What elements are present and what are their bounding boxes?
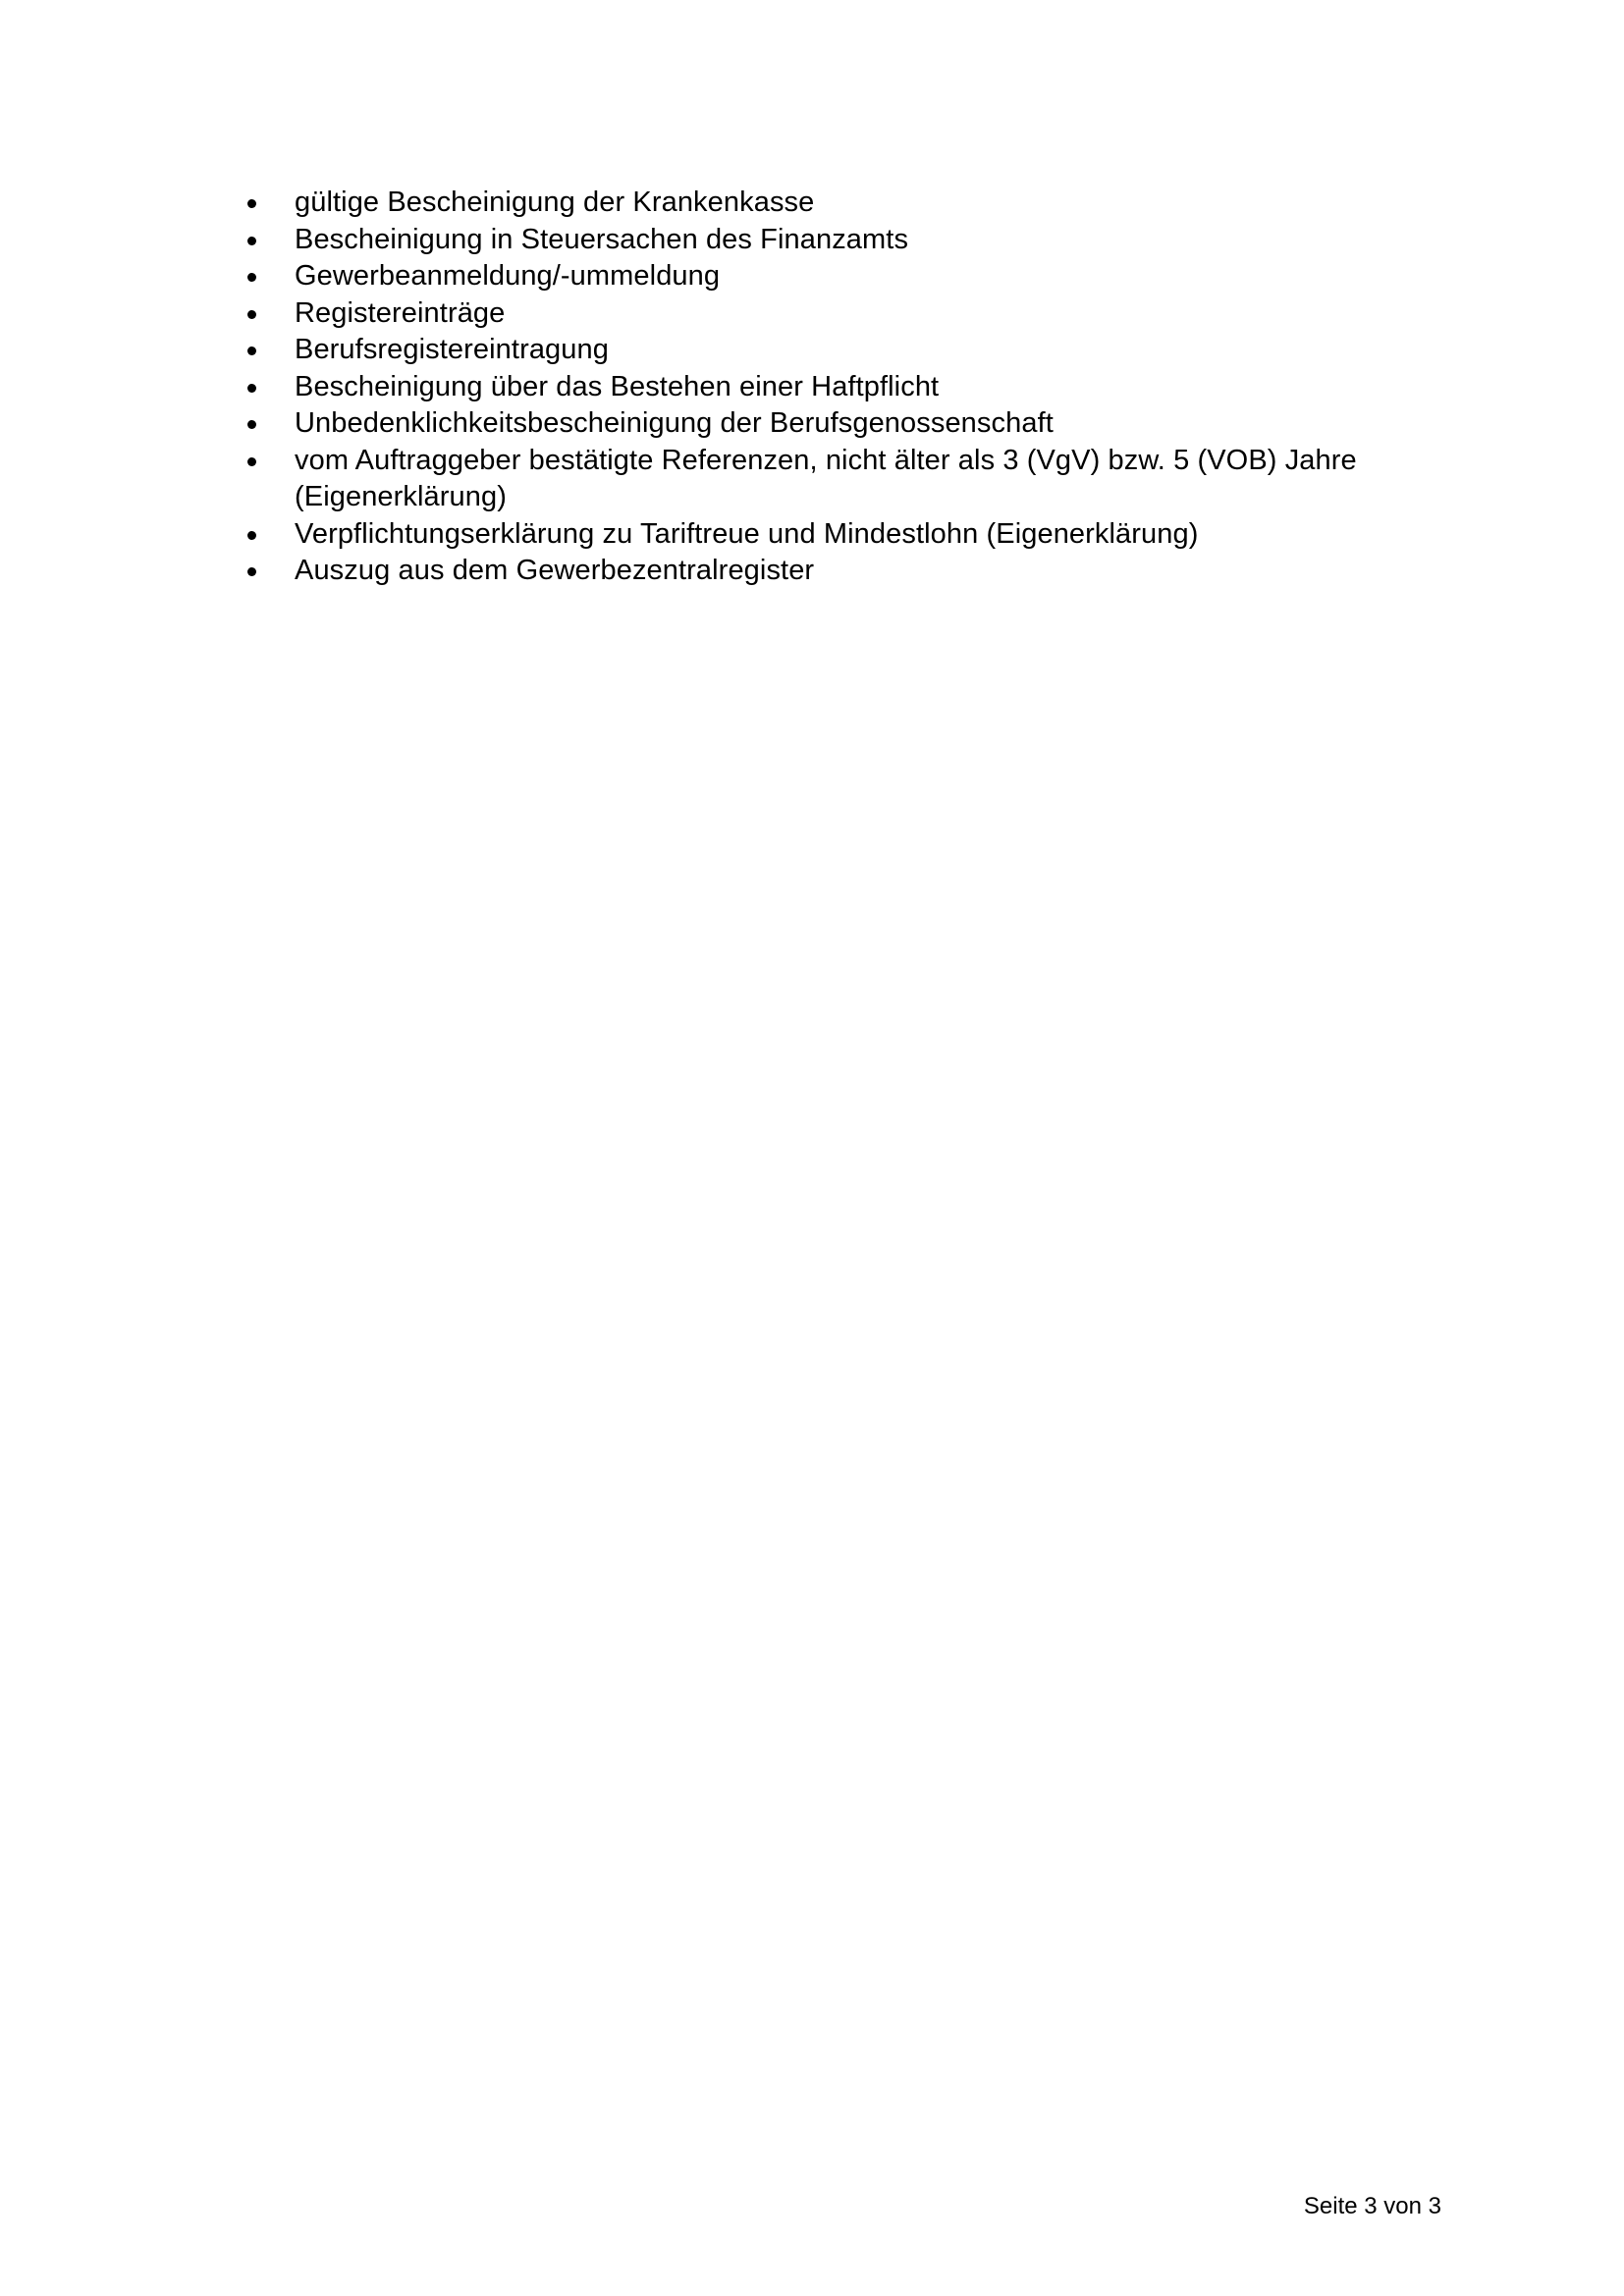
list-item-text: Auszug aus dem Gewerbezentralregister bbox=[295, 555, 815, 586]
list-item-text: vom Auftraggeber bestätigte Referenzen, nicht älter als 3 (VgV) bzw. 5 (VOB) Jahre (Eigenerklärung) bbox=[295, 444, 1357, 512]
bullet-icon bbox=[247, 457, 256, 466]
list-item bbox=[245, 405, 1453, 443]
bullet-icon bbox=[247, 347, 256, 355]
list-item bbox=[245, 369, 1453, 406]
list-item-text: Gewerbeanmeldung/-ummeldung bbox=[295, 260, 721, 292]
bullet-icon bbox=[247, 384, 256, 393]
requirements-list bbox=[245, 185, 1453, 590]
bullet-icon bbox=[247, 420, 256, 429]
bullet-icon bbox=[247, 310, 256, 319]
bullet-icon bbox=[247, 531, 256, 540]
list-item bbox=[245, 553, 1453, 590]
list-item bbox=[245, 332, 1453, 369]
list-item-text: Bescheinigung in Steuersachen des Finanzamts bbox=[295, 223, 909, 255]
bullet-icon bbox=[247, 273, 256, 282]
bullet-icon bbox=[247, 199, 256, 208]
bullet-icon bbox=[247, 237, 256, 245]
list-item-text: gültige Bescheinigung der Krankenkasse bbox=[295, 187, 815, 218]
list-item-text: Unbedenklichkeitsbescheinigung der Berufsgenossenschaft bbox=[295, 407, 1054, 439]
list-item-text: Registereinträge bbox=[295, 296, 506, 329]
list-item-text: Berufsregistereintragung bbox=[295, 334, 609, 365]
list-item-text: Verpflichtungserklärung zu Tariftreue und Mindestlohn (Eigenerklärung) bbox=[295, 517, 1199, 550]
list-item bbox=[245, 185, 1453, 222]
list-item bbox=[245, 222, 1453, 259]
list-item-text: Bescheinigung über das Bestehen einer Haftpflicht bbox=[295, 370, 940, 402]
bullet-icon bbox=[247, 567, 256, 576]
page-number-footer: Seite 3 von 3 bbox=[1303, 2193, 1441, 2219]
list-item bbox=[245, 295, 1453, 333]
list-item bbox=[245, 443, 1453, 516]
list-item bbox=[245, 516, 1453, 554]
list-item bbox=[245, 258, 1453, 295]
